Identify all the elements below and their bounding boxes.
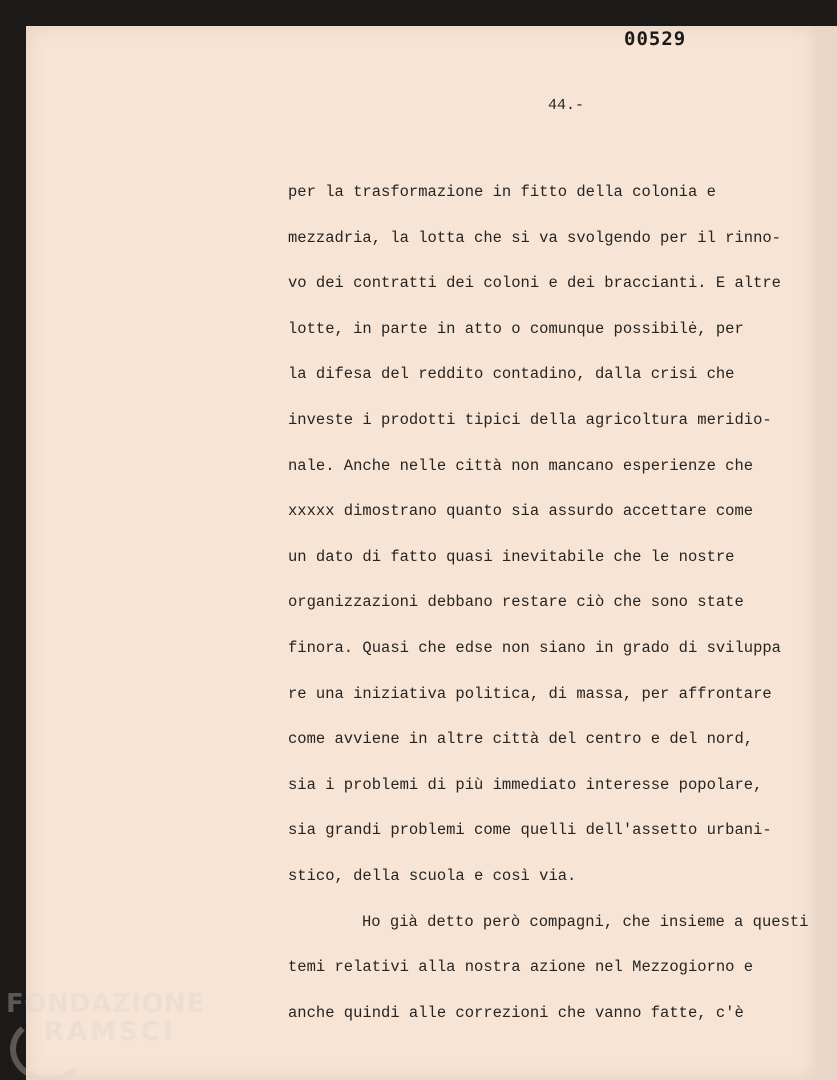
text-line: Ho già detto però compagni, che insieme a questi: [362, 912, 809, 931]
watermark-g-arc-icon: [10, 1016, 88, 1080]
text-line: nale. Anche nelle città non mancano esperienze che: [288, 456, 754, 475]
text-line: lotte, in parte in atto o comunque possibilė, per: [288, 319, 744, 338]
text-line: sia grandi problemi come quelli dell'assetto urbani-: [288, 821, 772, 840]
archive-number: 00529: [624, 28, 687, 50]
underlying-page-edge: [816, 26, 837, 1080]
text-line: stico, della scuola e così via.: [288, 866, 577, 885]
text-line: per la trasformazione in fitto della colonia e: [288, 183, 716, 201]
watermark-line-2: RAMSCI: [44, 1017, 176, 1047]
text-line: investe i prodotti tipici della agricoltura meridio-: [288, 410, 772, 429]
text-line: vo dei contratti dei coloni e dei braccianti. E altre: [288, 274, 781, 293]
text-line: finora. Quasi che edse non siano in grado di sviluppa: [288, 638, 781, 657]
text-line: un dato di fatto quasi inevitabile che le nostre: [288, 547, 735, 566]
text-line: la difesa del reddito contadino, dalla crisi che: [288, 365, 735, 384]
watermark-line-1: FONDAZIONE: [6, 989, 205, 1019]
text-line: re una iniziativa politica, di massa, per affrontare: [288, 684, 772, 703]
page-number: 44.-: [548, 97, 585, 114]
text-line: organizzazioni debbano restare ciò che sono state: [288, 593, 744, 612]
text-line: come avviene in altre città del centro e del nord,: [288, 730, 754, 749]
text-line: xxxxx dimostrano quanto sia assurdo accettare come: [288, 502, 754, 521]
text-line: mezzadria, la lotta che si va svolgendo per il rinno-: [288, 228, 781, 247]
text-line: sia i problemi di più immediato interesse popolare,: [288, 775, 763, 794]
fondazione-gramsci-watermark: [6, 990, 206, 1046]
text-line: temi relativi alla nostra azione nel Mezzogiorno e: [288, 958, 754, 977]
text-line: anche quindi alle correzioni che vanno fatte, c'è: [288, 1003, 744, 1022]
body-text: [288, 182, 808, 1048]
